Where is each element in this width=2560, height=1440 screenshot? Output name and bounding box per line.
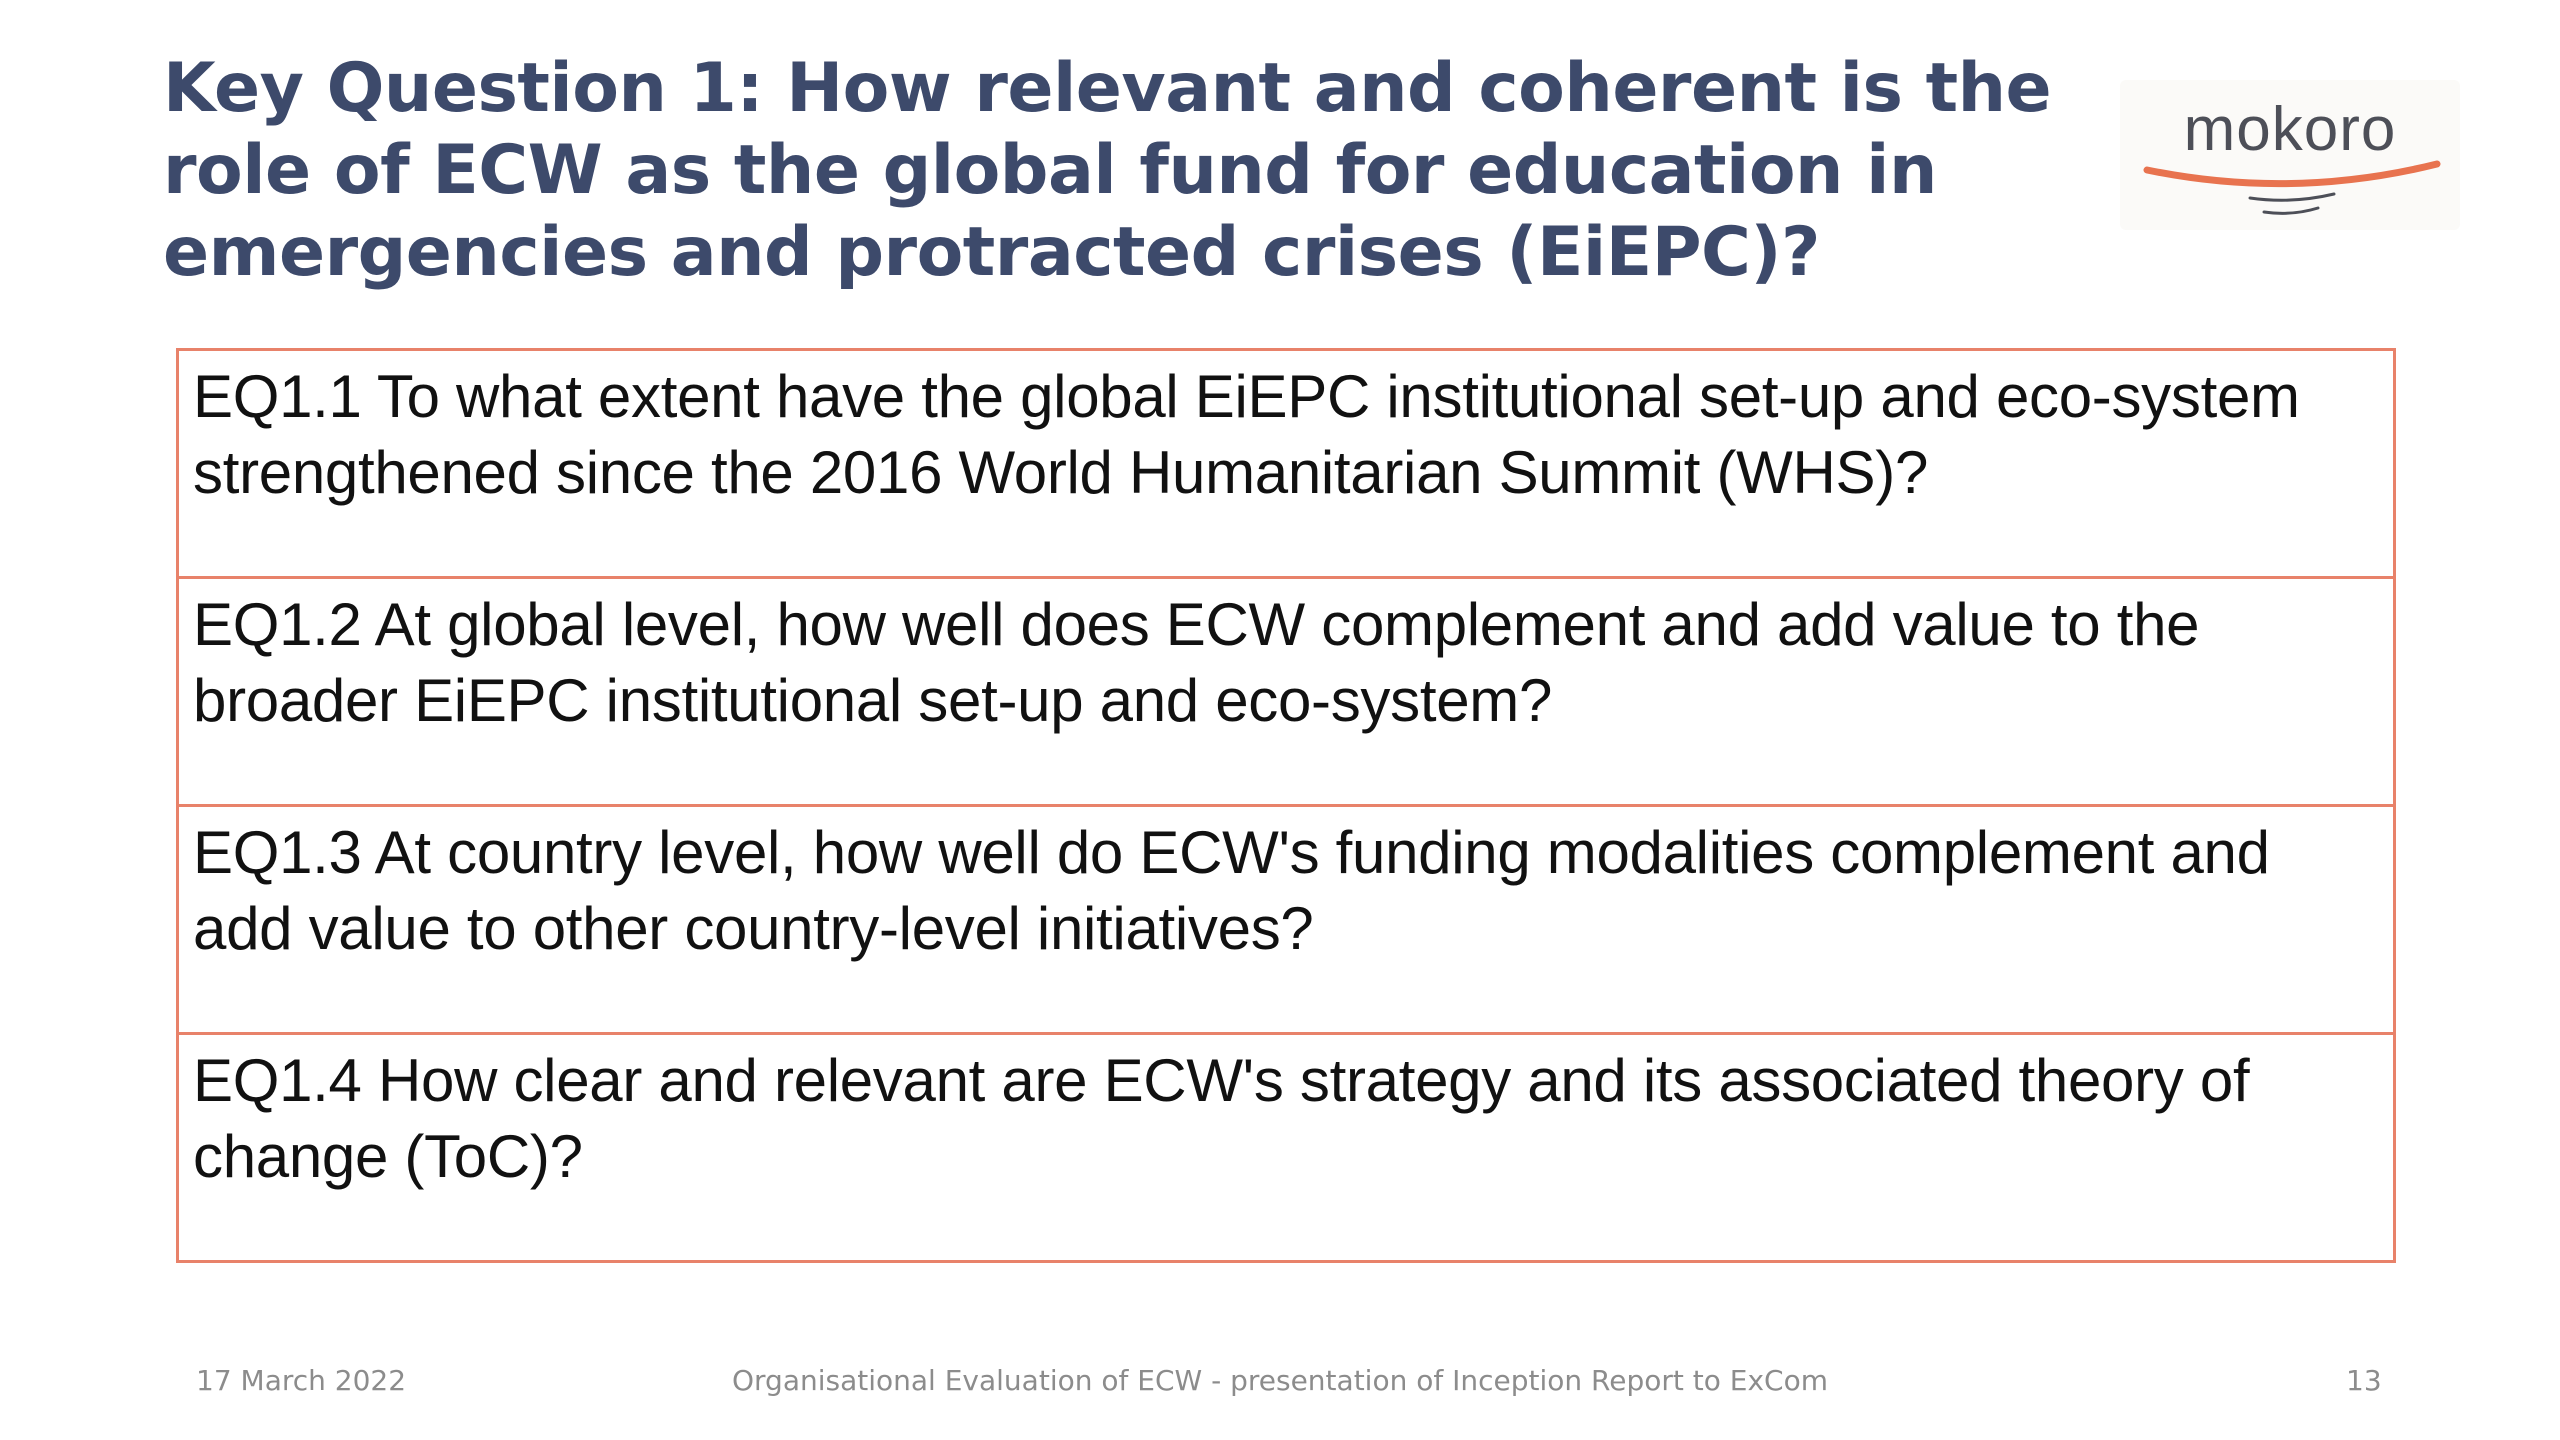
slide-title: Key Question 1: How relevant and coherent is the role of ECW as the global fund for education in emergencies and protracted crises (EiEPC)? xyxy=(163,49,2052,292)
question-text: EQ1.2 At global level, how well does ECW complement and add value to the broader EiEPC institutional set-up and eco-system? xyxy=(193,591,2200,734)
question-row xyxy=(179,807,2393,1035)
mokoro-logo xyxy=(2120,80,2460,230)
footer-title: Organisational Evaluation of ECW - presentation of Inception Report to ExCom xyxy=(732,1364,1828,1397)
question-text: EQ1.4 How clear and relevant are ECW's strategy and its associated theory of change (ToC)? xyxy=(193,1047,2250,1190)
footer-date: 17 March 2022 xyxy=(196,1364,407,1397)
question-text: EQ1.3 At country level, how well do ECW's funding modalities complement and add value to other country-level initiatives? xyxy=(193,819,2270,962)
question-row xyxy=(179,351,2393,579)
logo-text: mokoro xyxy=(2183,95,2397,164)
question-row xyxy=(179,579,2393,807)
wave-icon xyxy=(2142,158,2442,228)
question-text: EQ1.1 To what extent have the global EiEPC institutional set-up and eco-system strengthened since the 2016 World Humanitarian Summit (WHS)? xyxy=(193,363,2300,506)
question-row xyxy=(179,1035,2393,1260)
page-number: 13 xyxy=(2346,1364,2382,1397)
questions-table xyxy=(176,348,2396,1263)
